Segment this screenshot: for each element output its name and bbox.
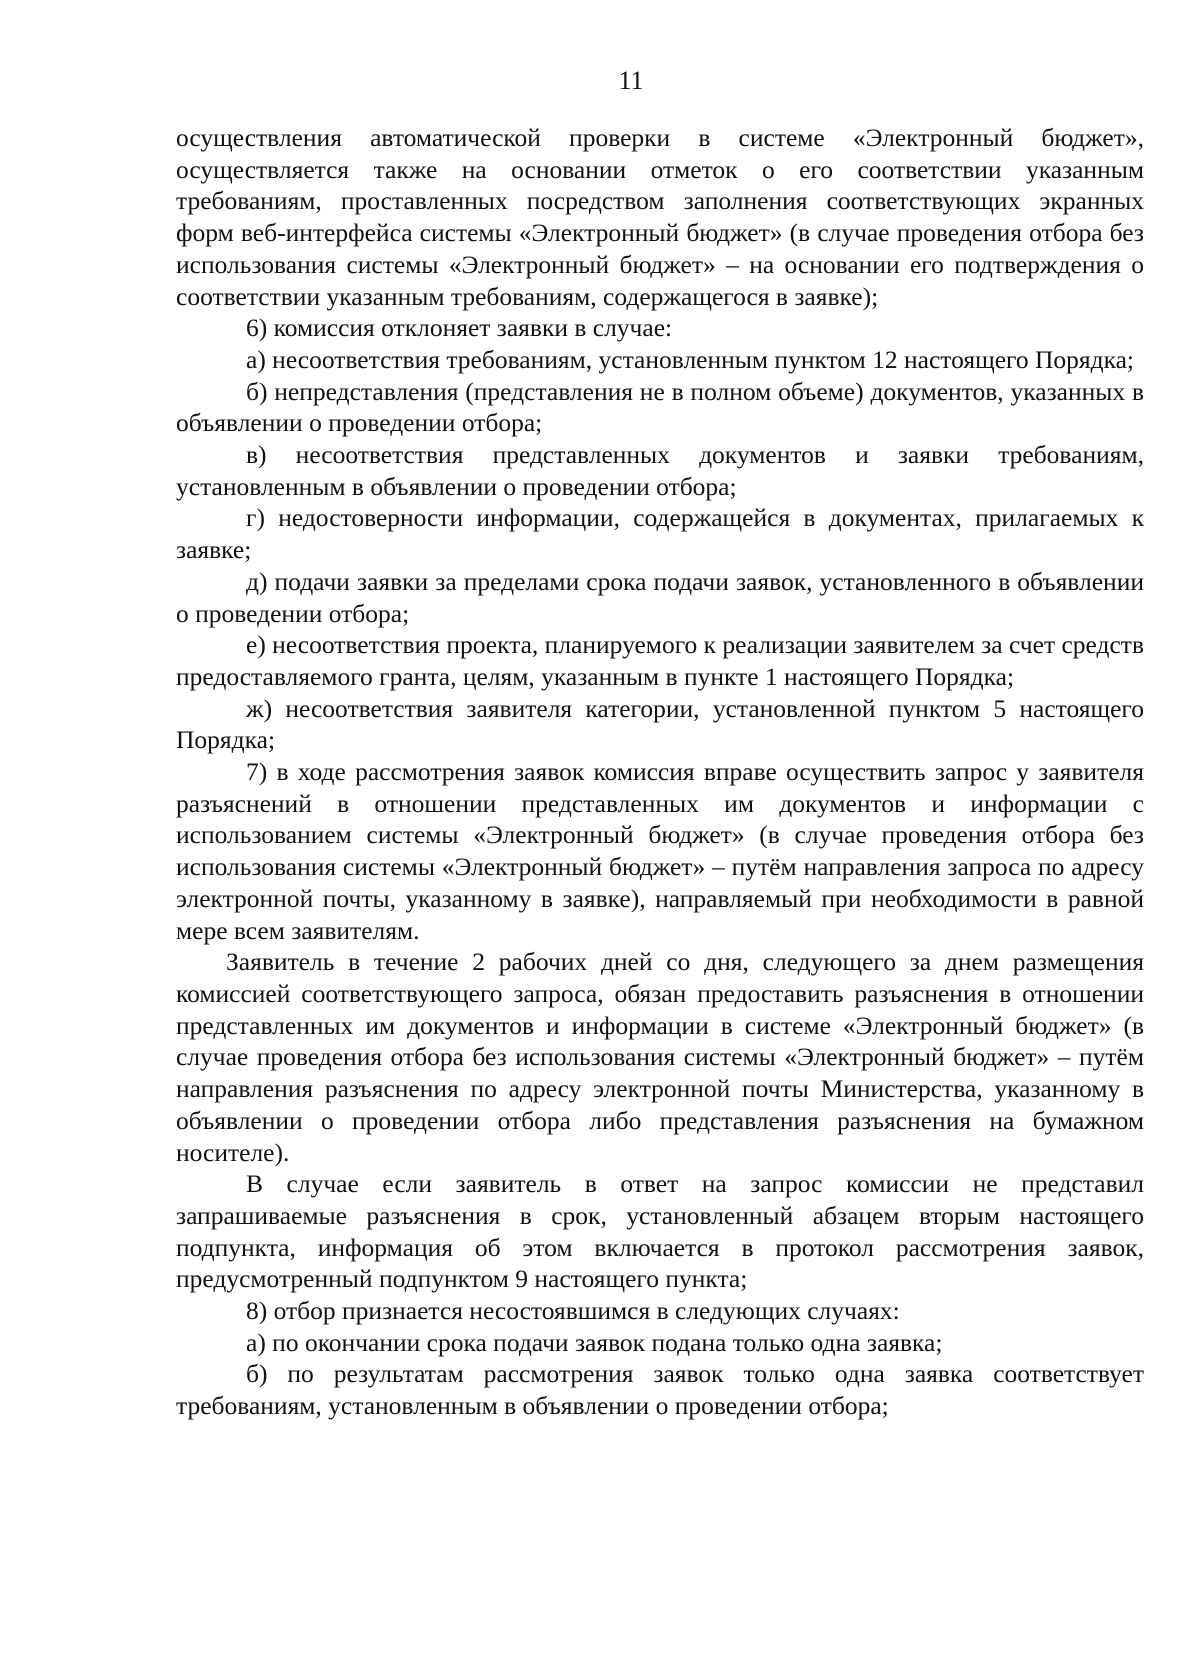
paragraph: Заявитель в течение 2 рабочих дней со дня, следующего за днем размещения комиссией соответствующего запроса, обязан предоставить разъяснения в отношении представленных им документов и информации в системе «Электронный бюджет» (в случае проведения отбора без использования системы «Электронный бюджет» – путём направления разъяснения по адресу электронной почты Министерства, указанному в объявлении о проведении отбора либо представления разъяснения на бумажном носителе). — [176, 947, 1144, 1167]
paragraph: 6) комиссия отклоняет заявки в случае: — [246, 313, 673, 343]
paragraph: а) несоответствия требованиям, установленным пунктом 12 настоящего Порядка; — [246, 344, 1134, 374]
page-number: 11 — [618, 66, 644, 95]
paragraph: ж) несоответствия заявителя категории, установленной пунктом 5 настоящего Порядка; — [176, 693, 1144, 755]
paragraph: В случае если заявитель в ответ на запрос комиссии не представил запрашиваемые разъяснения в срок, установленный абзацем вторым настоящего подпункта, информация об этом включается в протокол рассмотрения заявок, предусмотренный подпунктом 9 настоящего пункта; — [176, 1169, 1144, 1294]
paragraph: г) недостоверности информации, содержащейся в документах, прилагаемых к заявке; — [176, 503, 1144, 565]
paragraph: б) непредставления (представления не в полном объеме) документов, указанных в объявлении о проведении отбора; — [176, 376, 1144, 438]
document-body — [176, 122, 1144, 1422]
paragraph: 7) в ходе рассмотрения заявок комиссия вправе осуществить запрос у заявителя разъяснений в отношении представленных им документов и информации с использованием системы «Электронный бюджет» (в случае проведения отбора без использования системы «Электронный бюджет» – путём направления запроса по адресу электронной почты, указанному в заявке), направляемый при необходимости в равной мере всем заявителям. — [176, 757, 1144, 945]
paragraph: б) по результатам рассмотрения заявок только одна заявка соответствует требованиям, установленным в объявлении о проведении отбора; — [176, 1359, 1144, 1421]
paragraph: в) несоответствия представленных документов и заявки требованиям, установленным в объявлении о проведении отбора; — [176, 440, 1144, 501]
paragraph: осуществления автоматической проверки в системе «Электронный бюджет», осуществляется также на основании отметок о его соответствии указанным требованиям, проставленных посредством заполнения соответствующих экранных форм веб-интерфейса системы «Электронный бюджет» (в случае проведения отбора без использования системы «Электронный бюджет» – на основании его подтверждения о соответствии указанным требованиям, содержащегося в заявке); — [176, 123, 1144, 311]
paragraph: д) подачи заявки за пределами срока подачи заявок, установленного в объявлении о проведении отбора; — [176, 566, 1144, 628]
paragraph: е) несоответствия проекта, планируемого к реализации заявителем за счет средств предоставляемого гранта, целям, указанным в пункте 1 настоящего Порядка; — [176, 630, 1144, 691]
paragraph: 8) отбор признается несостоявшимся в следующих случаях: — [246, 1296, 900, 1326]
paragraph: а) по окончании срока подачи заявок подана только одна заявка; — [246, 1327, 943, 1357]
